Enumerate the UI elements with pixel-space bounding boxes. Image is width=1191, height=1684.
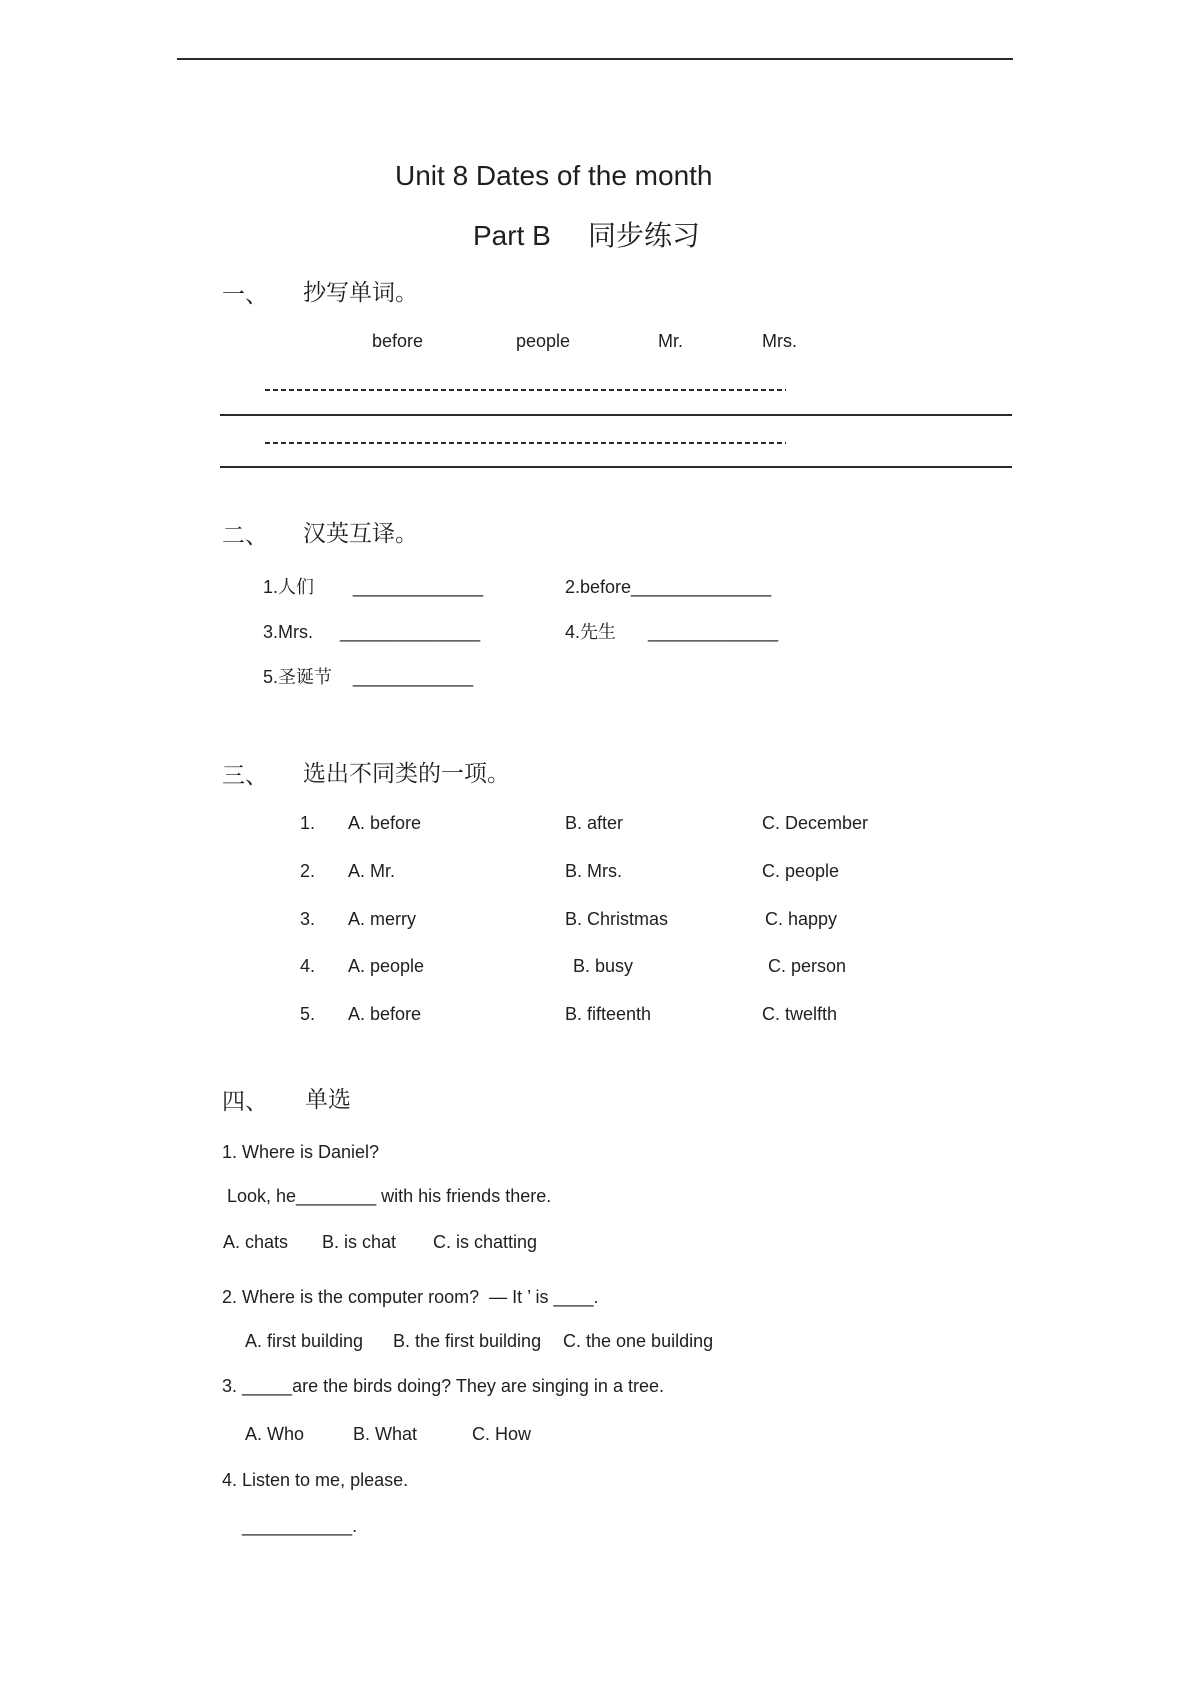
translate-item-2: 2.before______________ [565, 577, 772, 597]
translate-item-1: 1.人们 [263, 577, 315, 597]
section2-number: 二、 [222, 522, 268, 548]
writing-dashed-line-1 [265, 389, 786, 391]
translate-blank-4: _____________ [648, 622, 779, 642]
section1-title: 抄写单词。 [303, 279, 418, 305]
section3-number: 三、 [222, 762, 268, 788]
word-mrs: Mrs. [762, 331, 797, 351]
option-a: A. first building [245, 1331, 364, 1351]
option-c: C. the one building [563, 1331, 714, 1351]
writing-solid-line-2 [220, 466, 1012, 468]
translate-item-5: 5.圣诞节 [263, 667, 333, 687]
word-people: people [516, 331, 571, 351]
writing-dashed-line-2 [265, 442, 786, 444]
translate-blank-5: ____________ [353, 667, 474, 687]
option-b: B. Christmas [565, 909, 669, 929]
question-2: 2. Where is the computer room? — It ’ is ____. [222, 1287, 599, 1307]
option-c: C. twelfth [762, 1004, 838, 1024]
top-rule [177, 58, 1013, 60]
row-number: 2. [300, 861, 316, 881]
page-subtitle-cn: 同步练习 [588, 220, 701, 251]
section4-title: 单选 [305, 1086, 351, 1112]
option-a: A. Who [245, 1424, 305, 1444]
question-4-answer-blank: ___________. [242, 1516, 358, 1536]
option-c: C. December [762, 813, 869, 833]
translate-item-4: 4.先生 [565, 622, 617, 642]
question-1-continuation: Look, he________ with his friends there. [227, 1186, 552, 1206]
question-4: 4. Listen to me, please. [222, 1470, 409, 1490]
option-c: C. happy [765, 909, 838, 929]
option-c: C. person [768, 956, 847, 976]
option-b: B. after [565, 813, 624, 833]
section3-title: 选出不同类的一项。 [303, 760, 510, 786]
option-a: A. people [348, 956, 425, 976]
translate-blank-1: _____________ [353, 577, 484, 597]
option-b: B. What [353, 1424, 418, 1444]
question-1: 1. Where is Daniel? [222, 1142, 380, 1162]
row-number: 1. [300, 813, 316, 833]
word-before: before [372, 331, 424, 351]
option-b: B. the first building [393, 1331, 542, 1351]
section2-title: 汉英互译。 [303, 520, 418, 546]
option-b: B. Mrs. [565, 861, 622, 881]
row-number: 4. [300, 956, 316, 976]
option-c: C. people [762, 861, 840, 881]
question-3: 3. _____are the birds doing? They are singing in a tree. [222, 1376, 664, 1396]
row-number: 3. [300, 909, 316, 929]
writing-solid-line-1 [220, 414, 1012, 416]
option-a: A. chats [223, 1232, 289, 1252]
row-number: 5. [300, 1004, 316, 1024]
section4-number: 四、 [222, 1088, 268, 1114]
translate-item-3: 3.Mrs. [263, 622, 314, 642]
page-subtitle-en: Part B [473, 220, 551, 251]
option-c: C. How [472, 1424, 532, 1444]
section1-number: 一、 [222, 281, 268, 307]
option-b: B. busy [573, 956, 634, 976]
option-a: A. Mr. [348, 861, 396, 881]
page-title: Unit 8 Dates of the month [395, 160, 713, 191]
option-b: B. is chat [322, 1232, 397, 1252]
option-a: A. merry [348, 909, 417, 929]
option-b: B. fifteenth [565, 1004, 652, 1024]
word-mr: Mr. [658, 331, 683, 351]
translate-blank-3: ______________ [340, 622, 481, 642]
option-a: A. before [348, 1004, 422, 1024]
option-a: A. before [348, 813, 422, 833]
option-c: C. is chatting [433, 1232, 538, 1252]
